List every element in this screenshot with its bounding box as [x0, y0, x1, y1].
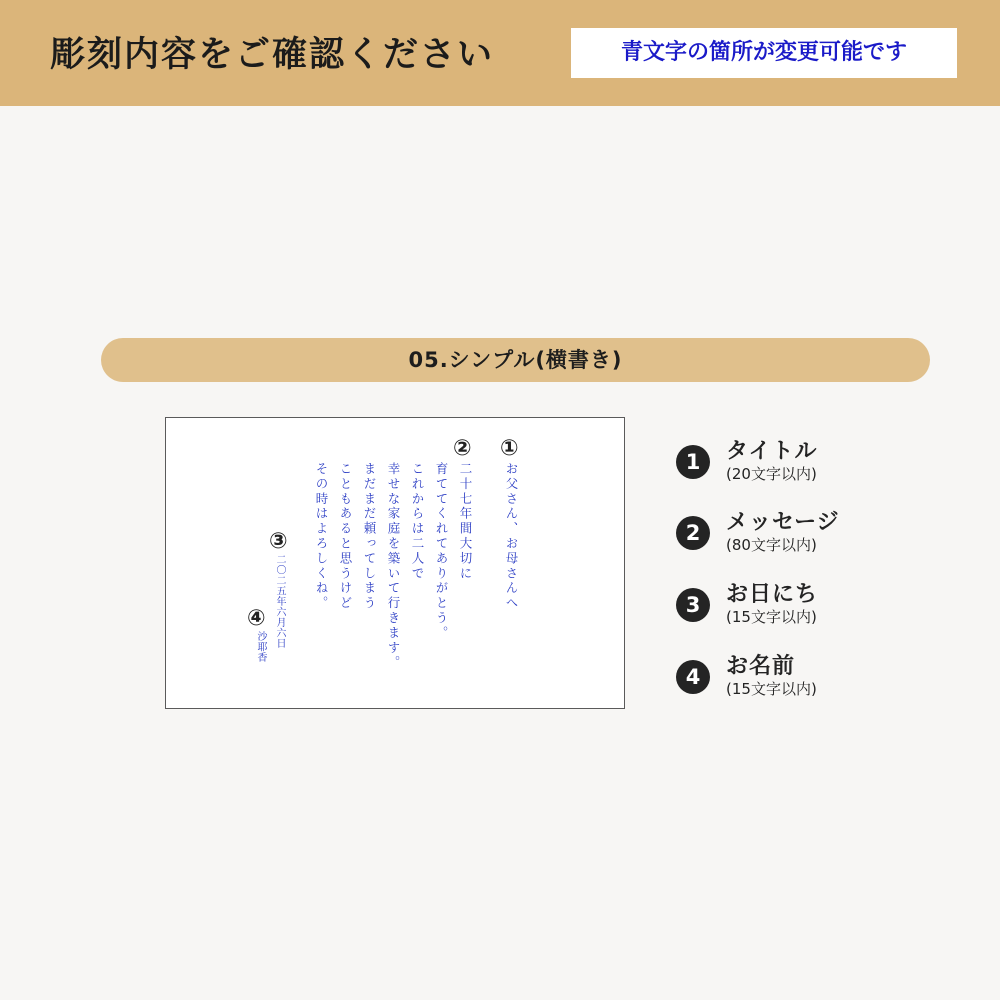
- legend-limit: (15文字以内): [726, 608, 817, 626]
- legend-title: メッセージ: [726, 510, 840, 535]
- marker-date: ③: [269, 529, 288, 554]
- legend-limit: (20文字以内): [726, 465, 817, 483]
- legend-title: タイトル: [726, 439, 818, 464]
- legend-limit: (80文字以内): [726, 536, 817, 554]
- section-title: 05.シンプル(横書き): [408, 348, 623, 372]
- message-line: 育ててくれてありがとう。: [434, 462, 449, 641]
- message-line: これからは二人で: [410, 462, 425, 582]
- title-text: お父さん、お母さんへ: [504, 462, 519, 611]
- message-line: まだまだ頼ってしまう: [362, 462, 377, 611]
- marker-message: ②: [453, 436, 472, 461]
- legend-item-title: [676, 440, 976, 500]
- name-text: 沙耶香: [255, 631, 266, 663]
- engraving-preview-card: [165, 417, 625, 709]
- legend-item-message: [676, 511, 976, 571]
- marker-title: ①: [500, 436, 519, 461]
- section-title-pill: [101, 338, 930, 382]
- date-text: 二〇二五年六月六日: [274, 554, 285, 649]
- number-2-icon: 2: [676, 516, 710, 550]
- editable-note-badge: 青文字の箇所が変更可能です: [571, 28, 957, 78]
- legend-title: お名前: [726, 654, 796, 679]
- message-line: こともあると思うけど: [338, 462, 353, 611]
- number-3-icon: 3: [676, 588, 710, 622]
- message-line: その時はよろしくね。: [314, 462, 329, 611]
- legend-item-date: [676, 583, 976, 643]
- marker-name: ④: [247, 606, 266, 631]
- legend-limit: (15文字以内): [726, 680, 817, 698]
- page-title: 彫刻内容をご確認ください: [50, 35, 495, 75]
- message-line: 二十七年間大切に: [458, 462, 473, 582]
- header-banner: [0, 0, 1000, 106]
- number-1-icon: 1: [676, 445, 710, 479]
- legend-title: お日にち: [726, 582, 819, 607]
- message-line: 幸せな家庭を築いて行きます。: [386, 462, 401, 671]
- legend-item-name: [676, 655, 976, 715]
- number-4-icon: 4: [676, 660, 710, 694]
